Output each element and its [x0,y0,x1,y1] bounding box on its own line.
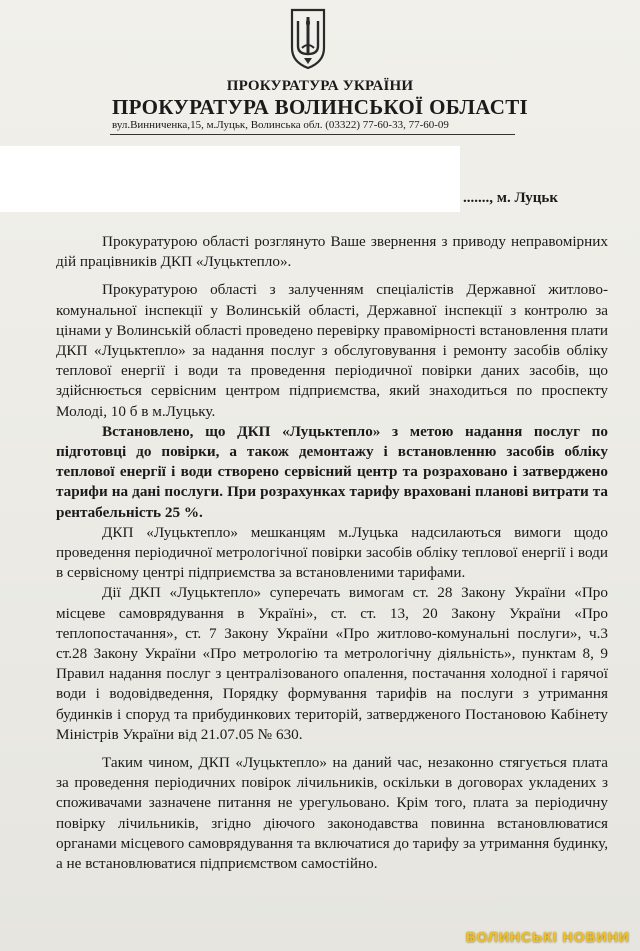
paragraph-2: Прокуратурою області з залученням спеціалістів Державної житлово-комунальної інспекції у Волинській області, Державної інспекції з контролю за цінами у Волинській області проведено перевірку правомірності встановлення плати ДКП «Луцьктепло» за надання послуг з обслуговування і ремонту засобів обліку теплової енергії і води та проведення періодичної повірки даних засобів, що здійснюється сервісним центром підприємства, який знаходиться по проспекту Молоді, 10 б в м.Луцьку. [56,281,608,420]
header-divider [110,134,515,135]
redacted-area [0,146,460,212]
paragraph-1: Прокуратурою області розглянуто Ваше звернення з приводу неправомірних дій працівників ДКП «Луцьктепло». [56,233,608,271]
header-volyn-prosecutor: ПРОКУРАТУРА ВОЛИНСЬКОЇ ОБЛАСТІ [112,95,528,119]
letter-body [56,232,608,874]
trident-emblem-icon [288,8,328,70]
header-address: вул.Винниченка,15, м.Луцьк, Волинська обл. (03322) 77-60-33, 77-60-09 [112,119,449,131]
paragraph-5: Дії ДКП «Луцьктепло» суперечать вимогам ст. 28 Закону України «Про місцеве самоврядування в Україні», ст. ст. 13, 20 Закону України «Про теплопостачання», ст. 7 Закону України «Про житлово-комунальні послуги», ч.3 ст.28 Закону України «Про метрологію та метрологічну діяльність», пунктам 8, 9 Правил надання послуг з централізованого опалення, постачання холодної і гарячої води і водовідведення, Порядку формування тарифів на послуги з утримання будинків і споруд та прибудинкових територій, затвердженого Постановою Кабінету Міністрів України від 21.07.05 № 630. [56,584,608,743]
date-location-line: ......., м. Луцьк [463,190,558,206]
watermark-logo: ВОЛИНСЬКІ НОВИНИ [465,929,630,945]
header-ukraine-prosecutor: ПРОКУРАТУРА УКРАЇНИ [226,78,414,94]
paragraph-4: ДКП «Луцьктепло» мешканцям м.Луцька надсилаються вимоги щодо проведення періодичної метрологічної повірки засобів обліку теплової енергії і води в сервісному центрі підприємства за встановленими тарифами. [56,523,608,582]
paragraph-3: Встановлено, що ДКП «Луцьктепло» з метою надання послуг по підготовці до повірки, а також демонтажу і встановленню засобів обліку теплової енергії і води створено сервісний центр та розраховано і затверджено тарифи на дані послуги. При розрахунках тарифу враховані планові витрати та рентабельність 25 %. [56,422,608,521]
paragraph-6: Таким чином, ДКП «Луцьктепло» на даний час, незаконно стягується плата за проведення періодичних повірок лічильників, оскільки в договорах укладених з споживачами зазначене питання не урегульовано. Крім того, плата за періодичну повірку лічильників, згідно діючого законодавства повинна встановлюватися органами місцевого самоврядування та включатися до тарифу за утримання будинку, а не встановлюватися підприємством самостійно. [56,754,608,873]
